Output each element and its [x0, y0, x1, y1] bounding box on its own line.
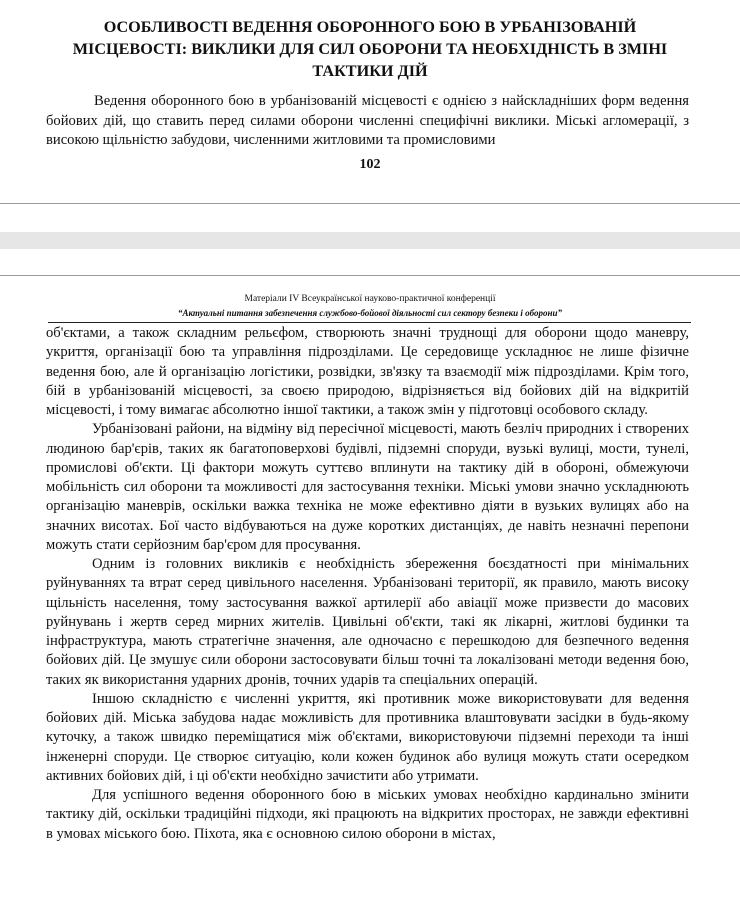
document-page-bottom — [0, 276, 740, 899]
paragraph: Для успішного ведення оборонного бою в міських умовах необхідно кардинально змінити тактику дій, оскільки традиційні підходи, які працюють на відкритих просторах, не завжди ефективні в умовах міського бою. Піхота, яка є основною силою оборони в містах, — [46, 787, 689, 842]
page-divider-top — [0, 203, 740, 204]
running-header-title: “Актуальні питання забезпечення службово-бойової діяльності сил сектору безпеки і оборони” — [177, 308, 563, 318]
article-title: ОСОБЛИВОСТІ ВЕДЕННЯ ОБОРОННОГО БОЮ В УРБАНІЗОВАНІЙ МІСЦЕВОСТІ: ВИКЛИКИ ДЛЯ СИЛ ОБОРОНИ ТА НЕОБХІДНІСТЬ В ЗМІНІ ТАКТИКИ ДІЙ — [72, 18, 668, 80]
paragraph: Одним із головних викликів є необхідність збереження боєздатності при мінімальних руйнуваннях та втрат серед цивільного населення. Урбанізовані території, як правило, мають високу щільність населення, тому застосування важкої артилерії або авіації може призвести до масових руйнувань і жертв серед мирних жителів. Цивільні об'єкти, такі як лікарні, житлові будинки та інфраструктура, мають стратегічне значення, але одночасно є перешкодою для безпечного ведення бойових дій. Це змушує сили оборони застосовувати більш точні та локалізовані методи ведення бою, таких як використання ударних дронів, точних ударів та спеціальних операцій. — [46, 556, 689, 688]
document-page-top — [0, 0, 740, 196]
paragraph: Урбанізовані райони, на відміну від пересічної місцевості, мають безліч природних і створених людиною бар'єрів, таких як багатоповерхові будівлі, підземні споруди, вузькі вулиці, мости, тунелі, промислові об'єкти. Ці фактори можуть суттєво вплинути на тактику дій в обороні, обмежуючи мобільність сил оборони та можливості для застосування техніки. Міські умови значно ускладнюють організацію маневрів, оскільки важка техніка не може ефективно діяти в вузьких вулицях або на значних висотах. Бої часто відбуваються на дуже коротких дистанціях, де навіть незначні перепони можуть стати серйозним бар'єром для просування. — [46, 421, 689, 553]
paragraph: об'єктами, а також складним рельєфом, створюють значні труднощі для оборони щодо маневру, укриття, організації бою та управління підрозділами. Це середовище ускладнює не лише фізичне ведення бою, але й організацію логістики, розвідки, зв'язку та взаємодії між підрозділами. Крім того, бій в урбанізованій місцевості, за своєю природою, відрізняється від бойових дій на відкритій місцевості, і тому вимагає абсолютно іншої тактики, а також змін у підготовці особового складу. — [46, 325, 689, 418]
body-text — [46, 324, 689, 844]
intro-paragraph: Ведення оборонного бою в урбанізованій місцевості є однією з найскладніших форм ведення бойових дій, що ставить перед силами оборони численні специфічні виклики. Міські агломерації, з високою щільністю забудови, численними житловими та промисловими — [46, 93, 689, 148]
running-header-conference: Матеріали IV Всеукраїнської науково-практичної конференції — [244, 294, 496, 304]
header-rule — [48, 322, 691, 323]
paragraph: Іншою складністю є численні укриття, які противник може використовувати для ведення бойових дій. Міська забудова надає можливість для противника влаштовувати засідки в будь-якому куточку, а також швидко переміщатися між об'єктами, використовуючи підземні переходи та інші інженерні споруди. Це створює ситуацію, коли кожен будинок або вулиця можуть стати осередком активних бойових дій, і ці об'єкти необхідно зачистити або утримати. — [46, 690, 689, 784]
page-number: 102 — [359, 157, 381, 172]
page-gap — [0, 232, 740, 249]
